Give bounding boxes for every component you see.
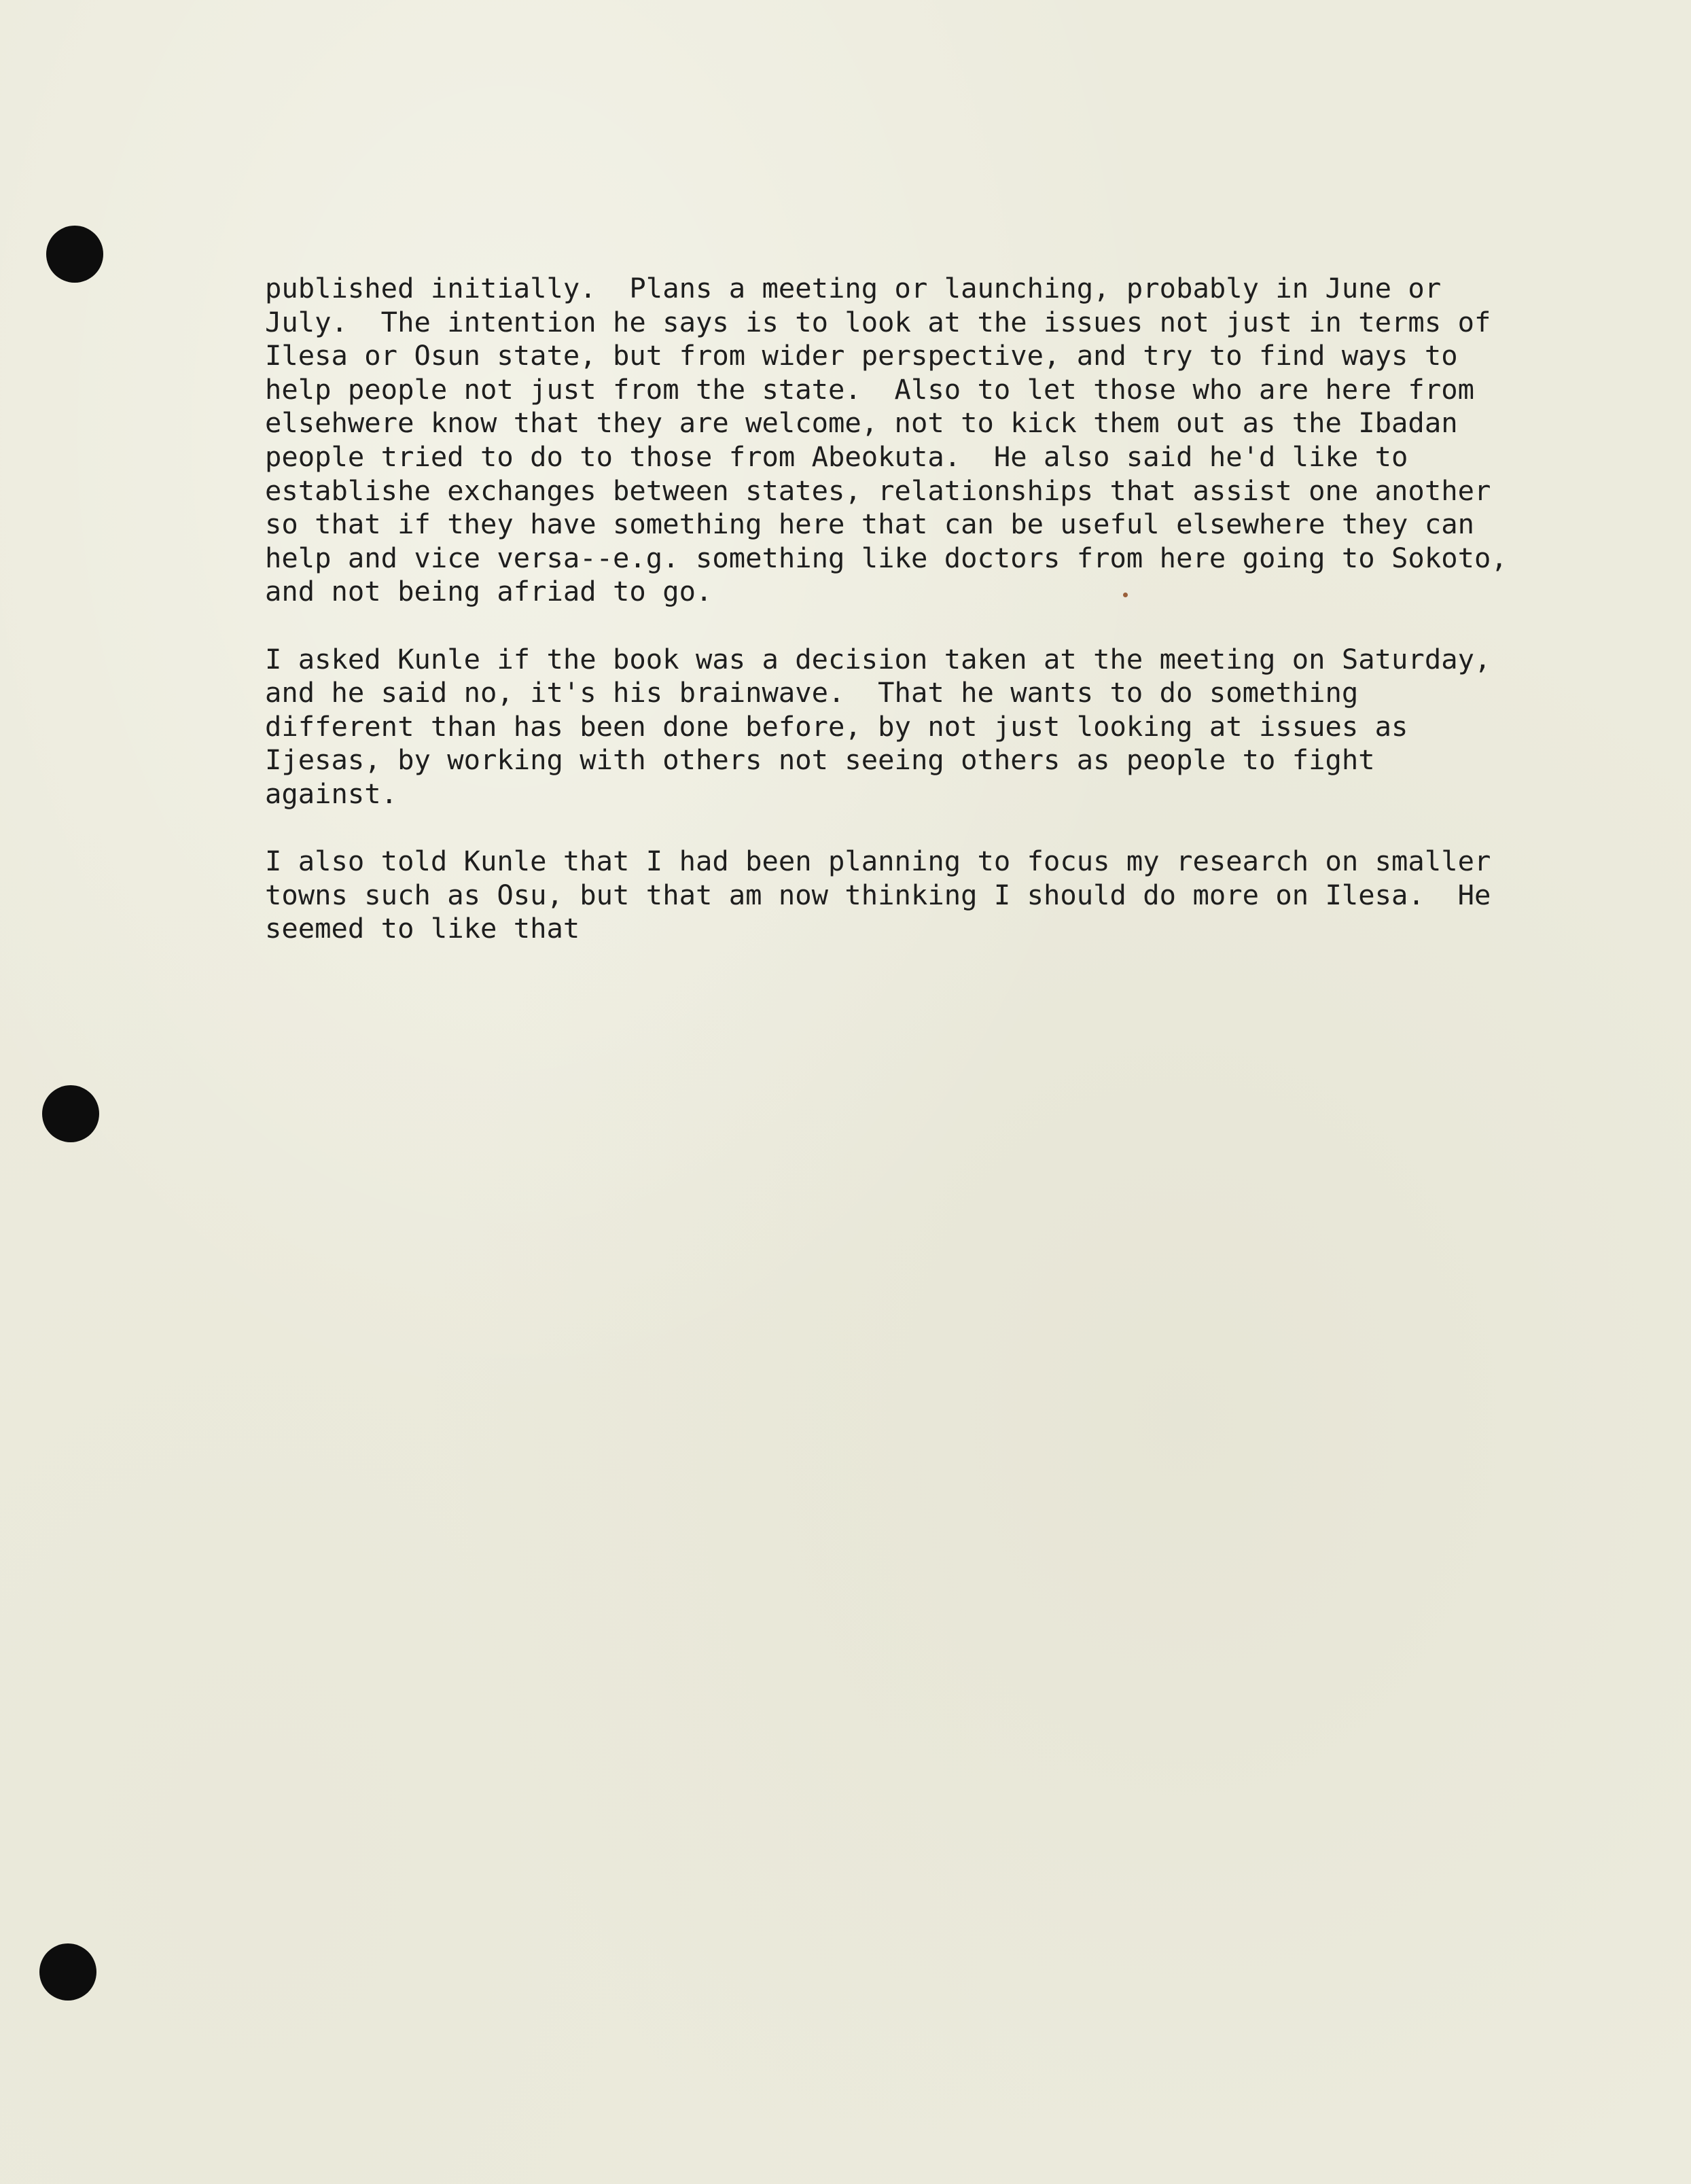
text-line: I also told Kunle that I had been planning to focus my research on smaller [265,845,1491,878]
text-line: establishe exchanges between states, relationships that assist one another [265,474,1491,507]
text-line: so that if they have something here that can be useful elsewhere they can [265,508,1474,541]
punch-hole-bottom [39,1943,96,2001]
text-line: and not being afriad to go. [265,575,713,608]
text-line: help people not just from the state. Also to let those who are here from [265,372,1474,406]
text-line: Ilesa or Osun state, but from wider perspective, and try to find ways to [265,339,1458,372]
text-line: help and vice versa--e.g. something like doctors from here going to Sokoto, [265,541,1508,574]
text-line: I asked Kunle if the book was a decision taken at the meeting on Saturday, [265,642,1491,675]
text-line: towns such as Osu, but that am now thinking I should do more on Ilesa. He [265,878,1491,911]
text-line: different than has been done before, by not just looking at issues as [265,709,1408,743]
paragraph-3 [265,845,1658,946]
text-line: July. The intention he says is to look at the issues not just in terms of [265,305,1491,338]
paragraph-1 [265,272,1658,609]
punch-hole-top [46,226,103,283]
text-line: Ijesas, by working with others not seeing others as people to fight [265,743,1375,777]
text-line: seemed to like that [265,912,580,945]
text-line: published initially. Plans a meeting or launching, probably in June or [265,272,1442,304]
text-line: against. [265,777,398,810]
paragraph-2 [265,643,1658,811]
punch-hole-middle [42,1085,99,1142]
text-line: people tried to do to those from Abeokuta. He also said he'd like to [265,440,1408,473]
text-line: elsehwere know that they are welcome, not to kick them out as the Ibadan [265,406,1458,440]
typed-text-body [265,272,1658,979]
text-line: and he said no, it's his brainwave. That he wants to do something [265,676,1359,709]
